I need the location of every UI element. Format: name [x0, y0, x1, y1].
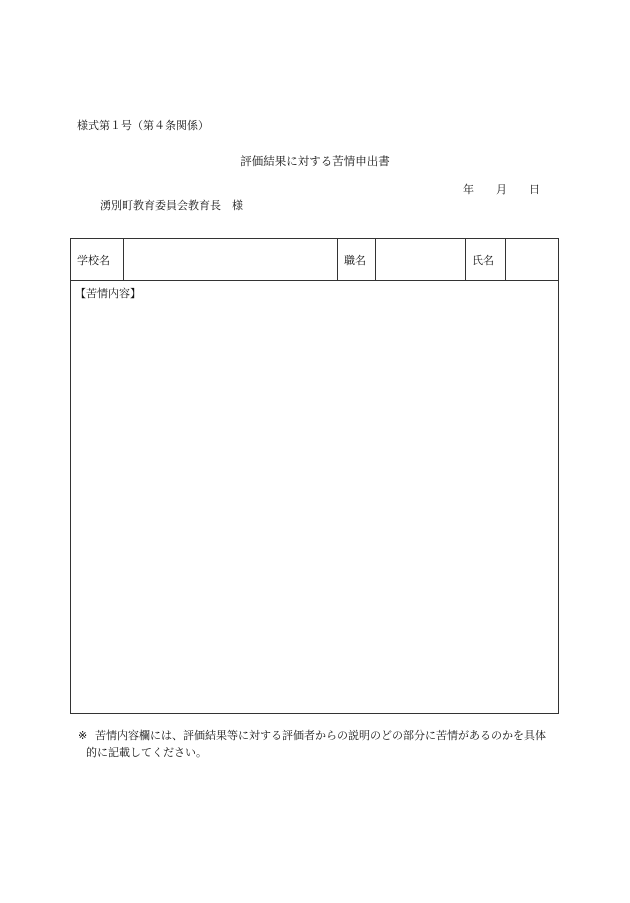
month-label: 月: [496, 183, 507, 196]
note-mark: ※: [78, 729, 88, 742]
date-line: [463, 181, 540, 197]
header-row: [71, 239, 558, 281]
page-title: 評価結果に対する苦情申出書: [240, 154, 390, 168]
position-label: 職名: [344, 254, 366, 267]
school-label: 学校名: [77, 254, 110, 267]
complaint-form-table: [70, 238, 559, 714]
school-input-cell[interactable]: [124, 239, 338, 280]
year-label: 年: [463, 183, 474, 196]
note-line-2: 的に記載してください。: [86, 746, 207, 759]
position-input-cell[interactable]: [376, 239, 466, 280]
day-label: 日: [529, 183, 540, 196]
complaint-heading: 【苦情内容】: [75, 287, 141, 300]
name-label: 氏名: [472, 254, 494, 267]
note-line-1: 苦情内容欄には、評価結果等に対する評価者からの説明のどの部分に苦情があるのかを具体: [95, 729, 546, 742]
position-label-cell: [338, 239, 376, 280]
addressee: 湧別町教育委員会教育長 様: [100, 199, 243, 212]
name-label-cell: [466, 239, 506, 280]
name-input-cell[interactable]: [506, 239, 558, 280]
school-label-cell: [71, 239, 124, 280]
form-number: 様式第１号（第４条関係）: [77, 119, 209, 132]
